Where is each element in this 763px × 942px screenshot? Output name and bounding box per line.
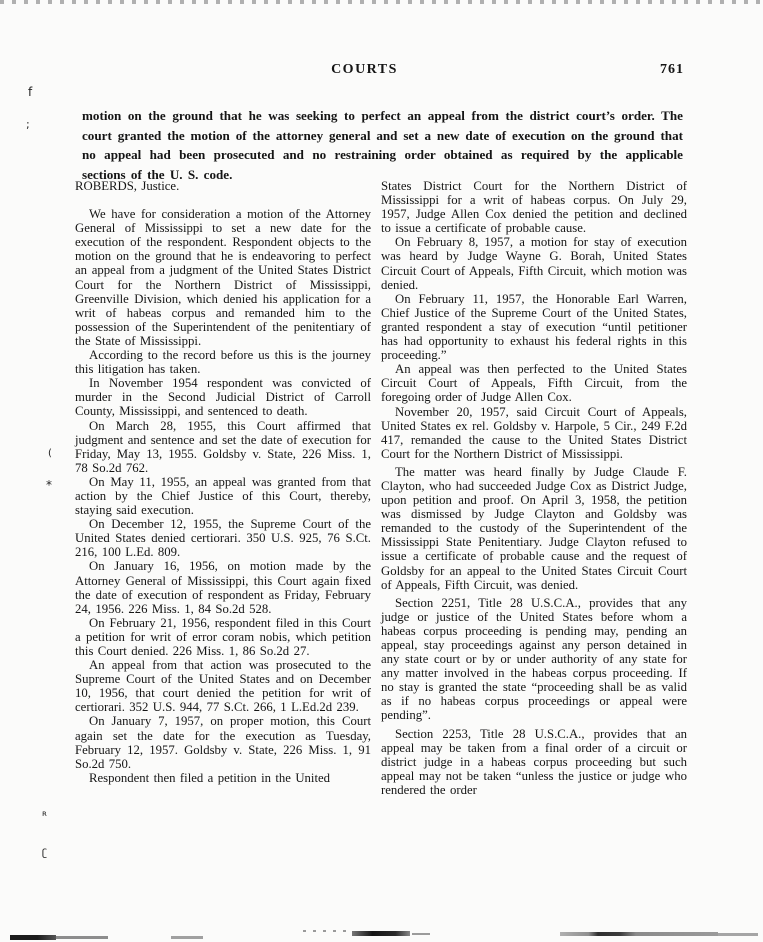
opinion-paragraph: Section 2253, Title 28 U.S.C.A., provides that an appeal may be taken from a final order of a circuit or district judge in a habeas corpus proceeding but such appeal may not be taken “unless the justice or judge who rendered the order <box>381 726 687 797</box>
margin-pen-mark: * <box>46 478 52 492</box>
margin-pen-mark: f <box>28 85 33 99</box>
opinion-paragraph: November 20, 1957, said Circuit Court of Appeals, United States ex rel. Goldsby v. Harpole, 5 Cir., 249 F.2d 417, remanded the cause to the United States District Court for the Northern District of Mississippi. <box>381 404 687 461</box>
opinion-paragraph: On May 11, 1955, an appeal was granted from that action by the Chief Justice of this Court, thereby, staying said execution. <box>75 474 371 518</box>
scan-smudge-bottom-left-light <box>56 936 108 939</box>
margin-pen-mark: ʀ <box>42 809 47 818</box>
scan-smudge-bottom-left <box>10 935 56 940</box>
opinion-paragraph: An appeal from that action was prosecuted to the Supreme Court of the United States and on December 10, 1956, that court denied the petition for writ of certiorari. 352 U.S. 944, 77 S.Ct. 266, 1 L.Ed.2d 239. <box>75 658 371 715</box>
opinion-paragraph: ROBERDS, Justice. <box>75 179 180 193</box>
opinion-paragraph: Section 2251, Title 28 U.S.C.A., provides that any judge or justice of the United States before whom a habeas corpus proceeding is pending may, pending an appeal, stay proceedings against any person detained in any state court or by or under authority of any state for any matter involved in the habeas corpus proceeding. If no stay is granted the state “proceeding shall be as valid as if no habeas corpus proceedings or appeal were pending”. <box>381 595 687 723</box>
scan-smudge-bottom-center-tail <box>412 933 430 935</box>
opinion-paragraph: On December 12, 1955, the Supreme Court of the United States denied certiorari. 350 U.S. 925, 76 S.Ct. 216, 100 L.Ed. 809. <box>75 517 371 560</box>
opinion-paragraph: On February 11, 1957, the Honorable Earl Warren, Chief Justice of the Supreme Court of the United States, granted respondent a stay of execution “until petitioner has had opportunity to exhaust his federal rights in this proceeding.” <box>381 291 687 363</box>
margin-pen-mark: ; <box>26 118 30 131</box>
scan-smudge-bottom-right <box>560 932 718 936</box>
opinion-paragraph: According to the record before us this is the journey this litigation has taken. <box>75 348 371 377</box>
opinion-paragraph: The matter was heard finally by Judge Claude F. Clayton, who had succeeded Judge Cox as District Judge, upon petition and proof. On April 3, 1958, the petition was dismissed by Judge Clayton and Goldsby was remanded to the custody of the Superintendent of the Mississippi State Penitentiary. Judge Clayton refused to issue a certificate of probable cause and the request of Goldsby for an appeal to the United States Circuit Court of Appeals, Fifth Circuit, was denied. <box>381 464 687 592</box>
scan-smudge-bottom-dash <box>171 936 203 939</box>
opinion-paragraph: In November 1954 respondent was convicted of murder in the Second Judicial District of Carroll County, Mississippi, and sentenced to death. <box>75 376 371 419</box>
opinion-paragraph: On February 8, 1957, a motion for stay of execution was heard by Judge Wayne G. Borah, United States Circuit Court of Appeals, Fifth Circuit, which motion was denied. <box>381 235 687 292</box>
page-title: COURTS <box>331 62 398 77</box>
opinion-paragraph: Respondent then filed a petition in the United <box>89 770 331 785</box>
margin-pen-mark: ʗ <box>42 848 48 859</box>
scan-smudge-bottom-right-tail <box>718 933 758 936</box>
page-number: 761 <box>660 62 684 77</box>
headnote-paragraph: motion on the ground that he was seeking to perfect an appeal from the district court’s order. The court granted the motion of the attorney general and set a new date of execution on the ground that no appeal had been prosecuted and no restraining order obtained as required by the applicable sections of the U. S. code. <box>82 108 683 182</box>
scan-smudge-bottom-center <box>352 931 410 936</box>
opinion-paragraph: States District Court for the Northern District of Mississippi for a writ of habeas corpus. On July 29, 1957, Judge Allen Cox denied the petition and declined to issue a certificate of probable cause. <box>381 179 687 236</box>
opinion-paragraph: On February 21, 1956, respondent filed in this Court a petition for writ of error coram nobis, which petition this Court denied. 226 Miss. 1, 86 So.2d 27. <box>75 615 371 658</box>
opinion-paragraph: On January 16, 1956, on motion made by the Attorney General of Mississippi, this Court again fixed the date of execution of respondent as Friday, February 24, 1956. 226 Miss. 1, 84 So.2d 528. <box>75 559 371 616</box>
margin-pen-mark: ( <box>48 448 52 459</box>
opinion-paragraph: An appeal was then perfected to the United States Circuit Court of Appeals, Fifth Circuit, from the foregoing order of Judge Allen Cox. <box>381 362 687 405</box>
scan-smudge-bottom-center-dots <box>303 930 351 932</box>
opinion-paragraph: We have for consideration a motion of the Attorney General of Mississippi to set a new date for the execution of the respondent. Respondent objects to the motion on the ground that he is endeavoring to perfect an appeal from a judgment of the United States District Court for the Northern District of Mississippi, Greenville Division, which denied his application for a writ of habeas corpus and remanded him to the possession of the Superintendent of the penitentiary of the State of Mississippi. <box>75 207 371 348</box>
opinion-paragraph: On January 7, 1957, on proper motion, this Court again set the date for the execution as Tuesday, February 12, 1957. Goldsby v. State, 226 Miss. 1, 91 So.2d 750. <box>75 714 371 771</box>
opinion-paragraph: On March 28, 1955, this Court affirmed that judgment and sentence and set the date of execution for Friday, May 13, 1955. Goldsby v. State, 226 Miss. 1, 78 So.2d 762. <box>75 418 371 475</box>
